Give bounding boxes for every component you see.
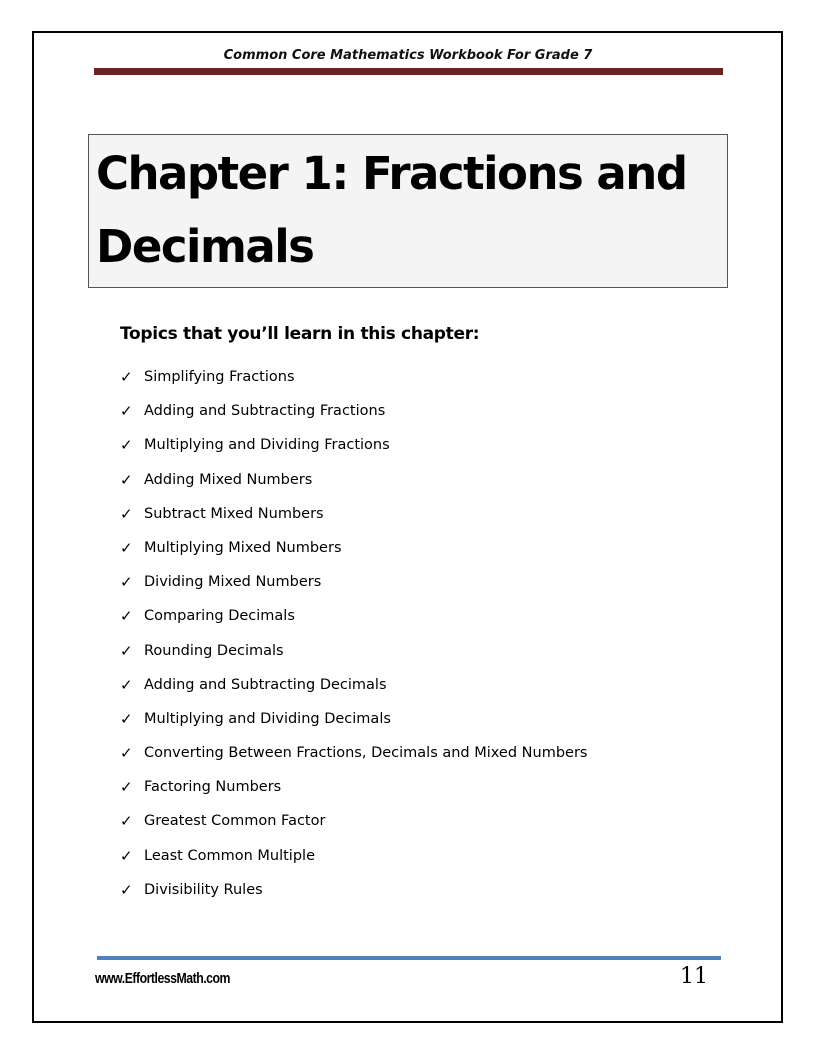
- topic-label: Converting Between Fractions, Decimals and Mixed Numbers: [144, 745, 588, 762]
- checkmark-icon: ✓: [120, 880, 133, 899]
- topic-label: Greatest Common Factor: [144, 813, 326, 830]
- topics-heading: Topics that you’ll learn in this chapter:: [120, 324, 480, 344]
- header-rule: [94, 68, 723, 75]
- topic-label: Simplifying Fractions: [144, 369, 295, 385]
- chapter-title-box: [88, 134, 728, 288]
- chapter-title: Chapter 1: Fractions and Decimals: [96, 147, 687, 273]
- checkmark-icon: ✓: [120, 812, 133, 831]
- topic-label: Multiplying and Dividing Fractions: [144, 437, 390, 454]
- topic-label: Adding and Subtracting Fractions: [144, 403, 386, 420]
- checkmark-icon: ✓: [120, 641, 133, 660]
- checkmark-icon: ✓: [120, 709, 133, 728]
- checkmark-icon: ✓: [120, 607, 133, 626]
- checkmark-icon: ✓: [120, 778, 133, 797]
- checkmark-icon: ✓: [120, 744, 133, 763]
- topic-label: Factoring Numbers: [144, 779, 282, 796]
- checkmark-icon: ✓: [120, 675, 133, 694]
- page-number: 11: [680, 964, 708, 989]
- checkmark-icon: ✓: [120, 846, 133, 865]
- topic-label: Adding and Subtracting Decimals: [144, 676, 387, 693]
- checkmark-icon: ✓: [120, 538, 133, 557]
- checkmark-icon: ✓: [120, 436, 133, 455]
- topic-label: Subtract Mixed Numbers: [144, 505, 324, 522]
- footer-website: www.EffortlessMath.com: [95, 970, 230, 987]
- checkmark-icon: ✓: [120, 573, 133, 592]
- topic-label: Comparing Decimals: [144, 608, 295, 625]
- topic-label: Least Common Multiple: [144, 847, 315, 864]
- topic-label: Adding Mixed Numbers: [144, 471, 313, 488]
- checkmark-icon: ✓: [120, 368, 133, 386]
- topic-label: Multiplying and Dividing Decimals: [144, 710, 391, 727]
- checkmark-icon: ✓: [120, 470, 133, 489]
- topic-label: Dividing Mixed Numbers: [144, 574, 322, 591]
- checkmark-icon: ✓: [120, 504, 133, 523]
- running-header: Common Core Mathematics Workbook For Grade 7: [223, 48, 593, 63]
- checkmark-icon: ✓: [120, 402, 133, 421]
- topic-label: Divisibility Rules: [144, 881, 263, 898]
- footer-rule: [97, 956, 721, 960]
- topic-label: Multiplying Mixed Numbers: [144, 539, 342, 556]
- topic-label: Rounding Decimals: [144, 642, 284, 659]
